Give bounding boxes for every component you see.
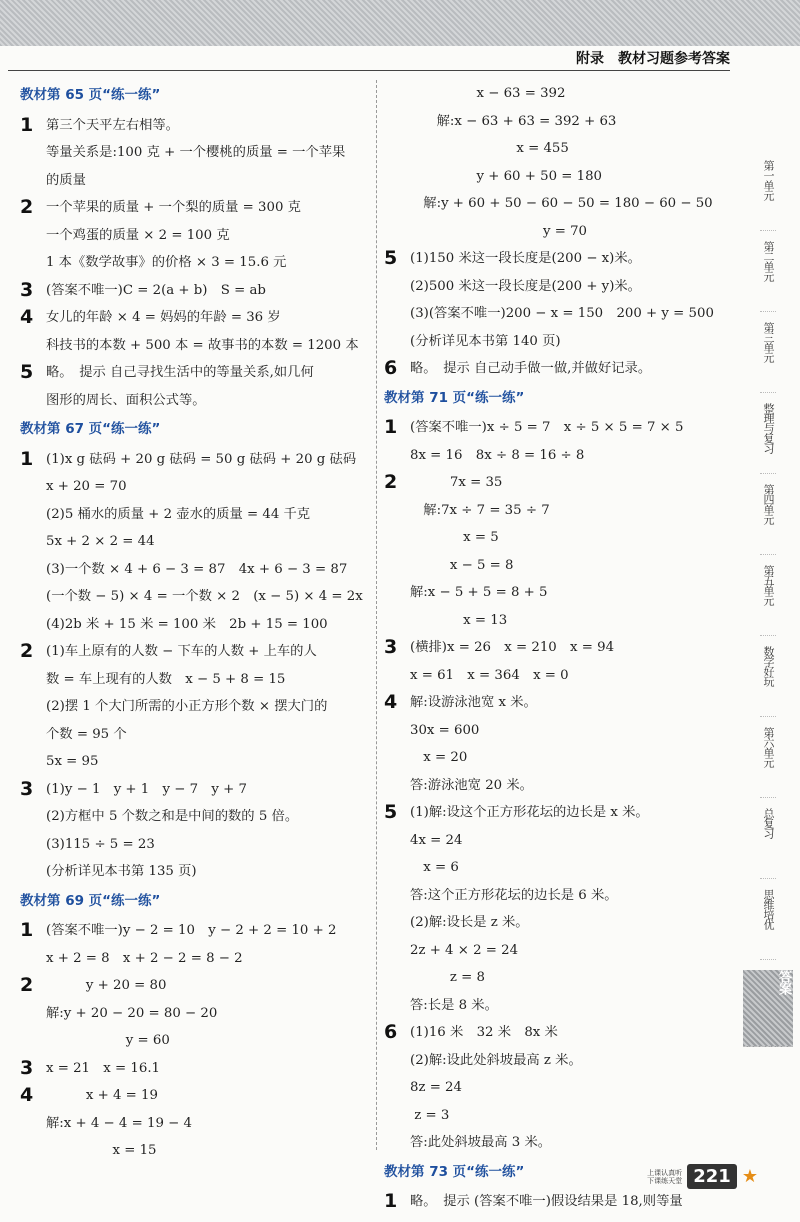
answer-line: x = 13 — [410, 612, 508, 628]
answer-line: y + 60 + 50 = 180 — [410, 168, 602, 184]
page-footer — [647, 1166, 758, 1187]
answer-line: 解:x + 4 − 4 = 19 − 4 — [46, 1115, 192, 1131]
item-number: 3 — [20, 777, 34, 800]
answer-line: (2)解:设此处斜坡最高 z 米。 — [410, 1052, 582, 1068]
answer-line: 1 本《数学故事》的价格 × 3 = 15.6 元 — [46, 255, 287, 270]
sidebar-tab[interactable]: 数学好玩 — [760, 646, 776, 717]
answer-line: x + 20 = 70 — [46, 479, 127, 494]
answer-line: z = 8 — [410, 970, 485, 985]
chapter-sidebar — [738, 160, 798, 1057]
sidebar-tab[interactable]: 第六单元 — [760, 727, 776, 798]
answer-item — [20, 277, 370, 305]
item-number: 3 — [384, 636, 398, 658]
header-rule — [8, 70, 730, 71]
answer-item — [20, 112, 370, 195]
section-heading: 教材第 65 页“练一练” — [20, 87, 161, 103]
section-heading: 教材第 73 页“练一练” — [384, 1163, 525, 1180]
item-number: 5 — [384, 801, 398, 823]
item-number: 2 — [20, 974, 34, 996]
answer-item — [384, 1188, 729, 1216]
answer-line: 5x = 95 — [46, 754, 99, 769]
answer-line: (1)x g 砝码 + 20 g 砝码 = 50 g 砝码 + 20 g 砝码 — [46, 451, 357, 467]
answer-line: 女儿的年龄 × 4 = 妈妈的年龄 = 36 岁 — [46, 310, 281, 325]
answer-line: 解:7x ÷ 7 = 35 ÷ 7 — [410, 502, 550, 518]
answer-line: x + 2 = 8 x + 2 − 2 = 8 − 2 — [46, 950, 243, 966]
answer-line: (横排)x = 26 x = 210 x = 94 — [410, 640, 615, 655]
footer-tagline — [647, 1169, 682, 1185]
answer-line: (分析详见本书第 135 页) — [46, 864, 197, 879]
answer-line: 2z + 4 × 2 = 24 — [410, 942, 519, 958]
sidebar-tab[interactable]: 第一单元 — [760, 160, 776, 231]
answer-line: 答:此处斜坡最高 3 米。 — [410, 1135, 552, 1150]
answer-line: 一个鸡蛋的质量 × 2 = 100 克 — [46, 227, 230, 243]
answer-line: (2)500 米这一段长度是(200 + y)米。 — [410, 278, 641, 294]
item-number: 4 — [384, 691, 398, 713]
answer-line: (3)一个数 × 4 + 6 − 3 = 87 4x + 6 − 3 = 87 — [46, 561, 348, 577]
answer-line: x − 63 = 392 — [410, 86, 566, 101]
answer-line: (分析详见本书第 140 页) — [410, 333, 561, 349]
answer-line: (2)解:设长是 z 米。 — [410, 915, 529, 930]
answer-line: 略。 提示 自己动手做一做,并做好记录。 — [410, 361, 652, 376]
answer-line: x = 21 x = 16.1 — [46, 1060, 161, 1076]
answer-line: (2)摆 1 个大门所需的小正方形个数 × 摆大门的 — [46, 699, 328, 714]
footer-tagline-1: 上课认真听 — [647, 1168, 683, 1177]
answer-line: x = 20 — [410, 750, 468, 765]
answer-line: 略。 提示 自己寻找生活中的等量关系,如几何 — [46, 365, 314, 380]
item-number: 6 — [384, 1021, 398, 1043]
answer-item — [20, 446, 370, 639]
answer-line: 等量关系是:100 克 + 一个樱桃的质量 = 一个苹果 — [46, 145, 346, 160]
answer-line: y = 60 — [46, 1033, 170, 1048]
answer-continuation — [384, 80, 729, 245]
answer-line: (2)方框中 5 个数之和是中间的数的 5 倍。 — [46, 809, 299, 824]
answer-line: 略。 提示 (答案不唯一)假设结果是 18,则等量 — [410, 1194, 683, 1209]
item-number: 1 — [20, 113, 34, 136]
answer-item — [20, 917, 370, 972]
answer-line: z = 3 — [410, 1107, 450, 1123]
sidebar-tab[interactable]: 第四单元 — [760, 484, 776, 555]
answer-line: 科技书的本数 + 500 本 = 故事书的本数 = 1200 本 — [46, 337, 359, 353]
answer-item — [384, 469, 729, 634]
item-number: 2 — [384, 471, 398, 493]
answer-line: 5x + 2 × 2 = 44 — [46, 534, 155, 549]
answer-line: 8x = 16 8x ÷ 8 = 16 ÷ 8 — [410, 447, 585, 463]
sidebar-tab[interactable]: 第二单元 — [760, 241, 776, 312]
answer-item — [20, 1055, 370, 1083]
answer-line: x − 5 = 8 — [410, 557, 514, 573]
item-number: 5 — [384, 247, 398, 269]
answer-item — [384, 634, 729, 689]
answer-line: (2)5 桶水的质量 + 2 壶水的质量 = 44 千克 — [46, 506, 311, 522]
left-column — [20, 80, 370, 1165]
answer-line: (3)115 ÷ 5 = 23 — [46, 836, 155, 852]
answer-line: 4x = 24 — [410, 832, 463, 848]
answer-line: 答:游泳池宽 20 米。 — [410, 777, 533, 793]
answer-line: (4)2b 米 + 15 米 = 100 米 2b + 15 = 100 — [46, 616, 328, 632]
answer-line: 7x = 35 — [410, 475, 503, 490]
item-number: 1 — [20, 919, 34, 941]
item-number: 1 — [384, 416, 398, 438]
sidebar-tab[interactable]: 思维培优 — [760, 889, 776, 960]
item-number: 6 — [384, 357, 398, 379]
sidebar-tab[interactable]: 第五单元 — [760, 565, 776, 636]
column-divider — [376, 80, 377, 1150]
answer-line: 第三个天平左右相等。 — [46, 117, 179, 133]
answer-line: (一个数 − 5) × 4 = 一个数 × 2 (x − 5) × 4 = 2x — [46, 589, 363, 604]
answer-line: 30x = 600 — [410, 722, 480, 738]
answer-item — [20, 1082, 370, 1165]
answer-item — [384, 245, 729, 355]
answer-line: x = 6 — [410, 860, 459, 875]
sidebar-tab[interactable]: 整理与复习 — [760, 403, 776, 474]
answer-line: 解:x − 63 + 63 = 392 + 63 — [410, 113, 617, 129]
answer-item — [384, 689, 729, 799]
right-column — [384, 80, 729, 1216]
answer-line: 答:这个正方形花坛的边长是 6 米。 — [410, 887, 618, 903]
section-heading: 教材第 67 页“练一练” — [20, 421, 161, 437]
footer-tagline-2: 下课练天堂 — [647, 1176, 683, 1185]
item-number: 2 — [20, 640, 34, 662]
item-number: 2 — [20, 196, 34, 218]
sidebar-tab[interactable]: 第三单元 — [760, 322, 776, 393]
answer-line: (1)解:设这个正方形花坛的边长是 x 米。 — [410, 805, 649, 820]
answer-line: x + 4 = 19 — [46, 1088, 158, 1103]
top-banner — [0, 0, 800, 46]
answer-item — [20, 359, 370, 414]
sidebar-tab[interactable]: 总复习 — [760, 808, 776, 879]
item-number: 1 — [20, 447, 34, 470]
sidebar-tab[interactable]: 答案 — [743, 970, 793, 1047]
answer-line: y + 20 = 80 — [46, 978, 167, 993]
answer-line: (1)y − 1 y + 1 y − 7 y + 7 — [46, 781, 247, 797]
answer-line: 答:长是 8 米。 — [410, 997, 498, 1013]
answer-item — [384, 414, 729, 469]
answer-line: (答案不唯一)x ÷ 5 = 7 x ÷ 5 × 5 = 7 × 5 — [410, 420, 684, 435]
page-number: 221 — [687, 1164, 737, 1189]
answer-line: (1)150 米这一段长度是(200 − x)米。 — [410, 251, 641, 266]
answer-line: (1)车上原有的人数 − 下车的人数 + 上车的人 — [46, 644, 317, 659]
answer-line: 的质量 — [46, 172, 86, 188]
answer-line: x = 61 x = 364 x = 0 — [410, 667, 569, 683]
answer-line: 8z = 24 — [410, 1080, 462, 1095]
answer-line: (3)(答案不唯一)200 − x = 150 200 + y = 500 — [410, 306, 714, 321]
answer-line: x = 455 — [410, 141, 569, 156]
answer-item — [384, 355, 729, 383]
answer-line: x = 5 — [410, 530, 499, 545]
answer-line: 数 = 车上现有的人数 x − 5 + 8 = 15 — [46, 671, 286, 687]
answer-line: (答案不唯一)y − 2 = 10 y − 2 + 2 = 10 + 2 — [46, 923, 337, 938]
answer-line: 一个苹果的质量 + 一个梨的质量 = 300 克 — [46, 200, 301, 215]
answer-line: 个数 = 95 个 — [46, 726, 127, 742]
answer-item — [20, 972, 370, 1055]
star-icon: ★ — [741, 1166, 758, 1187]
running-header: 附录 教材习题参考答案 — [576, 51, 730, 67]
item-number: 5 — [20, 361, 34, 383]
answer-line: 解:y + 60 + 50 − 60 − 50 = 180 − 60 − 50 — [410, 196, 713, 211]
answer-item — [20, 638, 370, 776]
section-heading: 教材第 71 页“练一练” — [384, 389, 525, 406]
item-number: 1 — [384, 1190, 398, 1212]
item-number: 3 — [20, 278, 34, 301]
answer-line: 解:y + 20 − 20 = 80 − 20 — [46, 1005, 218, 1021]
answer-item — [384, 799, 729, 1019]
answer-item — [384, 1019, 729, 1157]
answer-line: 解:x − 5 + 5 = 8 + 5 — [410, 585, 548, 600]
answer-line: 解:设游泳池宽 x 米。 — [410, 695, 537, 710]
answer-line: (答案不唯一)C = 2(a + b) S = ab — [46, 282, 266, 298]
item-number: 4 — [20, 1084, 34, 1106]
answer-line: x = 15 — [46, 1143, 157, 1158]
answer-item — [20, 194, 370, 277]
answer-item — [20, 304, 370, 359]
answer-line: y = 70 — [410, 223, 587, 239]
answer-line: 图形的周长、面积公式等。 — [46, 392, 206, 408]
item-number: 3 — [20, 1056, 34, 1079]
item-number: 4 — [20, 306, 34, 328]
answer-item — [20, 776, 370, 886]
answer-line: (1)16 米 32 米 8x 米 — [410, 1025, 558, 1040]
section-heading: 教材第 69 页“练一练” — [20, 892, 161, 909]
